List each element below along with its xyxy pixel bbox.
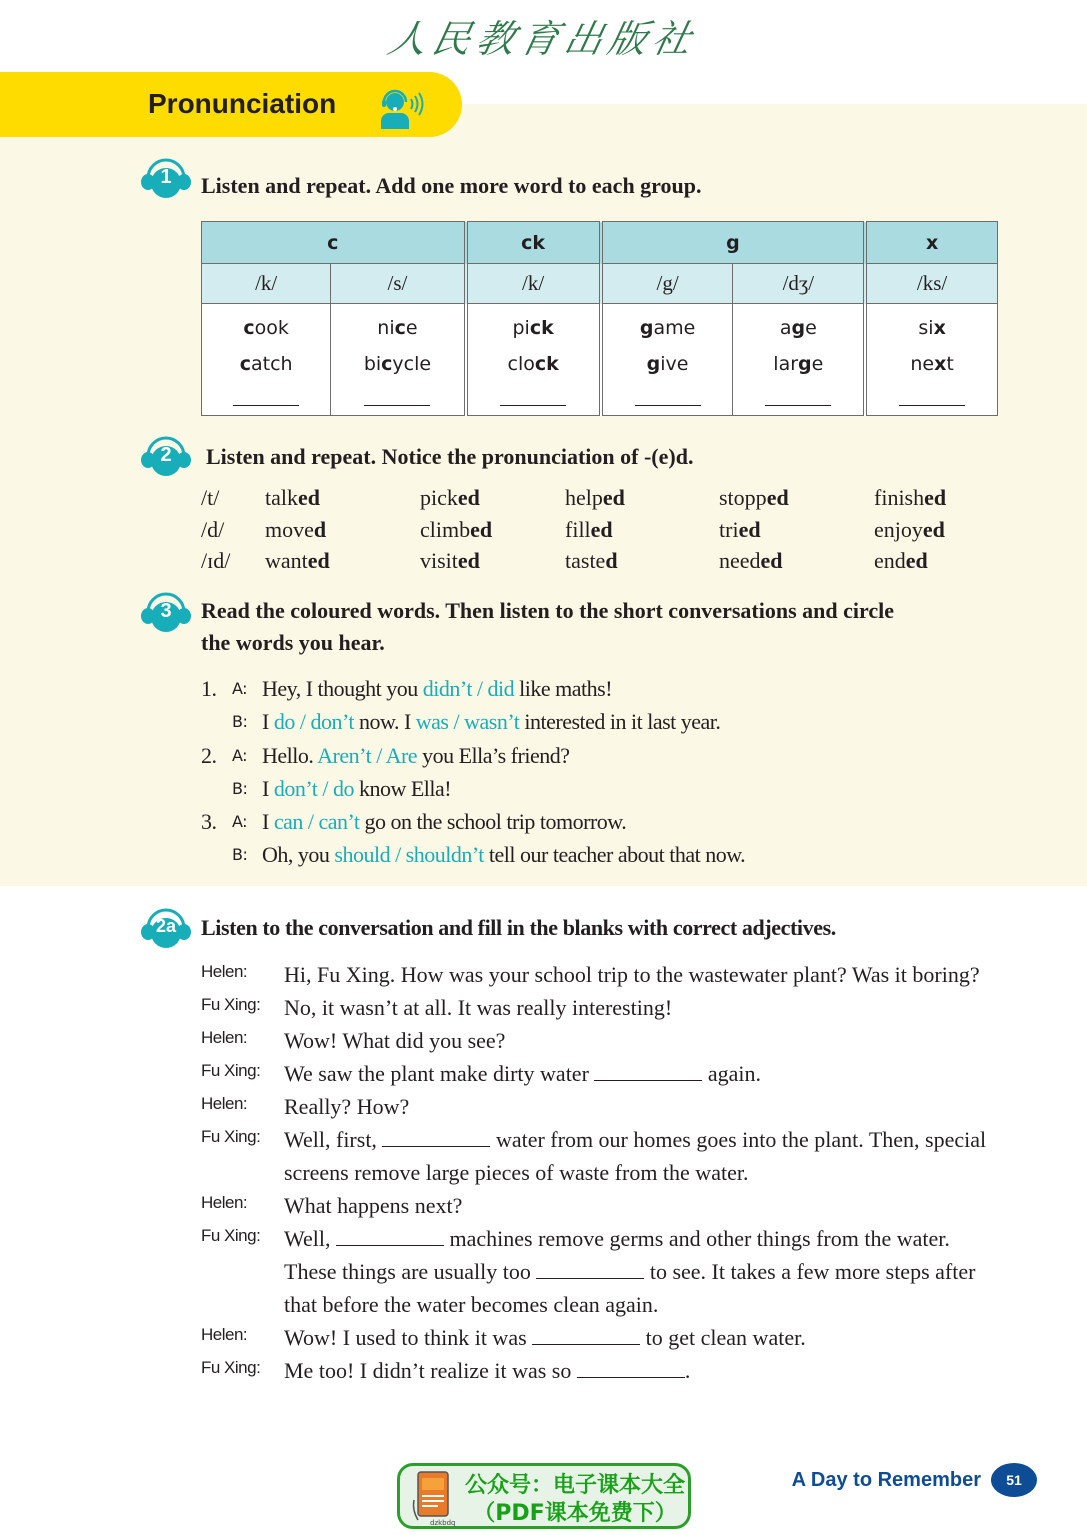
exercise-3-instruction-line1: Read the coloured words. Then listen to the short conversations and circle (201, 598, 894, 623)
word-cell (466, 304, 601, 416)
word-part: pi (512, 317, 530, 339)
example-word (603, 346, 733, 382)
sound-header: /ks/ (865, 264, 997, 304)
word-part: e (805, 317, 817, 339)
text: to see. It takes a few more steps after that before the water becomes clean again. (284, 1259, 976, 1317)
word-ending: ed (766, 485, 789, 510)
word-choice[interactable]: didn’t / did (422, 676, 515, 701)
highlighted-letters: c (394, 317, 406, 339)
exercise-number: 3 (160, 600, 172, 622)
word-part: ive (660, 353, 689, 375)
speaker-label: B: (232, 712, 248, 732)
example-word (468, 346, 599, 382)
text: I (262, 809, 274, 835)
exercise-2a-instruction: Listen to the conversation and fill in the blanks with correct adjectives. (201, 915, 836, 940)
highlighted-letters: ck (529, 317, 554, 339)
highlighted-letters: ck (534, 353, 559, 375)
text: I (262, 709, 274, 735)
text: now. I (353, 709, 416, 735)
ed-word (265, 514, 420, 546)
letter-header: ck (466, 222, 601, 264)
sound-header: /g/ (601, 264, 733, 304)
speaker-label: Fu Xing: (201, 1061, 261, 1080)
dialogue-line (201, 1123, 1001, 1189)
word-cell (733, 304, 865, 416)
word-stem: tri (719, 516, 739, 542)
conversation-line (201, 772, 745, 805)
letter-header: x (865, 222, 997, 264)
dialogue-line (201, 991, 1001, 1024)
word-part: si (918, 317, 934, 339)
text: Well, first, (284, 1127, 383, 1152)
ed-word (719, 482, 874, 514)
text: Hello. (262, 742, 318, 768)
conversation-line (201, 672, 745, 705)
ed-word (265, 545, 420, 577)
sound-label: /ɪd/ (201, 548, 231, 573)
speaker-label: Helen: (201, 962, 248, 981)
word-ending: ed (905, 548, 928, 573)
ed-word (420, 482, 565, 514)
word-choice[interactable]: can / can’t (273, 809, 360, 835)
dialogue-line (201, 1321, 1001, 1354)
conversation-line (201, 838, 745, 871)
word-part: atch (251, 353, 293, 375)
word-stem: talk (265, 485, 298, 510)
speaker-label: A: (232, 679, 248, 698)
word-part: a (779, 317, 792, 339)
ed-word (719, 545, 874, 577)
word-part: ne (910, 353, 935, 375)
text: We saw the plant make dirty water (284, 1061, 595, 1086)
letter-header: c (202, 222, 466, 264)
dialogue-text (284, 1123, 1001, 1189)
highlighted-letters: c (239, 353, 251, 375)
text: . (684, 1358, 691, 1383)
answer-blank[interactable] (765, 396, 831, 406)
example-word (733, 310, 863, 346)
ed-word (420, 545, 565, 577)
word-stem: help (565, 485, 603, 510)
word-ending: ed (738, 516, 761, 542)
word-choice[interactable]: don’t / do (273, 775, 354, 801)
page-number: 51 (991, 1463, 1037, 1497)
word-ending: ed (602, 485, 625, 510)
text: Wow! What did you see? (284, 1028, 506, 1053)
speaker-label: Helen: (201, 1325, 248, 1344)
unit-title: A Day to Remember (791, 1469, 981, 1491)
word-part: ame (653, 317, 696, 339)
word-ending: ed (922, 516, 945, 542)
exercise-number: 1 (160, 166, 172, 188)
highlighted-letters: c (243, 317, 255, 339)
text: Well, (284, 1226, 336, 1251)
sound-header: /k/ (202, 264, 331, 304)
dialogue-text (284, 958, 1001, 991)
word-stem: move (265, 516, 314, 542)
ed-row (201, 514, 1029, 546)
section-title: Pronunciation (148, 88, 337, 119)
ed-pronunciation-grid (201, 482, 1029, 577)
promo-line-1: 公众号：电子课本大全 (464, 1473, 685, 1498)
dialogue-text (284, 1057, 1001, 1090)
ed-word (565, 545, 719, 577)
word-ending: d (313, 516, 327, 542)
word-stem: want (265, 548, 308, 573)
speaker-label: Helen: (201, 1193, 248, 1212)
speaker-label: Fu Xing: (201, 1127, 261, 1146)
speaker-label: Helen: (201, 1028, 248, 1047)
answer-blank[interactable] (500, 396, 566, 406)
speaker-label: Fu Xing: (201, 1226, 261, 1245)
example-word (202, 346, 330, 382)
word-ending: ed (457, 548, 480, 573)
example-word (867, 310, 997, 346)
line-text (262, 705, 720, 738)
word-part: ni (377, 317, 395, 339)
word-stem: end (874, 548, 906, 573)
dialogue-line (201, 1024, 1001, 1057)
sound-header: /k/ (466, 264, 601, 304)
text: water from our homes goes into the plant. Then, special screens remove large pieces of waste from the water. (284, 1127, 987, 1185)
highlighted-letters: g (791, 317, 806, 339)
conversation-line (201, 739, 745, 772)
fill-in-blank[interactable] (577, 1358, 685, 1378)
answer-blank[interactable] (364, 396, 430, 406)
highlighted-letters: c (381, 353, 393, 375)
word-ending: ed (590, 516, 613, 542)
text: Wow! I used to think it was (284, 1325, 533, 1350)
example-word (733, 346, 863, 382)
line-text (262, 838, 745, 871)
conversation-line (201, 805, 745, 838)
text: No, it wasn’t at all. It was really interesting! (284, 995, 673, 1020)
word-part: e (405, 317, 418, 339)
dialogue-line (201, 958, 1001, 991)
word-part: lar (773, 353, 799, 375)
phonics-table (201, 221, 998, 416)
word-part: bi (363, 353, 382, 375)
speaker-label: A: (232, 745, 248, 765)
text: know Ella! (353, 775, 452, 801)
dialogue-text (284, 1090, 1001, 1123)
fill-in-blank[interactable] (532, 1325, 640, 1345)
example-word (867, 346, 997, 382)
word-ending: ed (457, 485, 480, 510)
word-ending: ed (760, 548, 783, 573)
short-conversations (201, 672, 745, 872)
ed-word (565, 482, 719, 514)
exercise-3-instruction-line2: the words you hear. (201, 630, 385, 655)
speaker-label: Fu Xing: (201, 995, 261, 1014)
word-cell (202, 304, 331, 416)
dialogue-text (284, 1222, 1001, 1321)
text: again. (702, 1061, 762, 1086)
speaker-label: A: (232, 812, 248, 832)
example-word (331, 346, 463, 382)
highlighted-letters: g (798, 353, 812, 375)
text: you Ella’s friend? (417, 742, 570, 768)
text: machines remove germs and other things from the water. These things are usually too (284, 1226, 950, 1284)
promo-line-2: （PDF课本免费下） (473, 1501, 677, 1526)
text: Really? How? (284, 1094, 410, 1119)
word-stem: taste (565, 548, 606, 573)
listening-headset-icon (373, 85, 429, 129)
word-part: ook (254, 317, 289, 339)
answer-blank[interactable] (233, 396, 299, 406)
speaker-label: Fu Xing: (201, 1358, 261, 1377)
dialogue-line (201, 1354, 1001, 1387)
ed-word (874, 514, 1029, 546)
word-stem: climb (420, 516, 471, 542)
letter-header: g (601, 222, 866, 264)
word-choice[interactable]: should / shouldn’t (334, 842, 484, 868)
fill-in-blank[interactable] (382, 1127, 490, 1147)
speaker-label: B: (232, 845, 248, 865)
line-text (262, 805, 626, 838)
word-ending: ed (298, 485, 320, 510)
fill-in-blank[interactable] (594, 1061, 702, 1081)
word-ending: ed (924, 485, 947, 510)
ed-row (201, 545, 1029, 577)
dialogue-text (284, 1321, 1001, 1354)
word-stem: fill (565, 516, 591, 542)
text: to get clean water. (640, 1325, 806, 1350)
text: interested in it last year. (519, 709, 721, 735)
fill-in-blank[interactable] (536, 1259, 644, 1279)
dialogue-line (201, 1090, 1001, 1123)
word-cell (865, 304, 997, 416)
dialogue-text (284, 1189, 1001, 1222)
word-part: e (811, 353, 824, 375)
promo-banner (397, 1463, 691, 1529)
word-ending: ed (307, 548, 330, 573)
example-word (468, 310, 599, 346)
word-stem: stopp (719, 485, 767, 510)
publisher-logo: 人民教育出版社 (384, 17, 702, 61)
text: Hi, Fu Xing. How was your school trip to the wastewater plant? Was it boring? (284, 962, 980, 987)
sound-label: /t/ (201, 485, 220, 510)
ed-word (265, 482, 420, 514)
promo-tiny-text: dzkbdq (430, 1519, 456, 1527)
dialogue-line (201, 1189, 1001, 1222)
ed-word (420, 514, 565, 546)
speaker-label: Helen: (201, 1094, 248, 1113)
item-number (201, 772, 232, 805)
textbook-tablet-icon (410, 1470, 454, 1524)
text: like maths! (514, 676, 613, 701)
text: go on the school trip tomorrow. (359, 809, 627, 835)
word-part: clo (507, 353, 535, 375)
text: tell our teacher about that now. (483, 842, 746, 868)
speaker-label: B: (232, 778, 248, 798)
ed-word (719, 514, 874, 546)
item-number (201, 705, 232, 738)
answer-blank[interactable] (635, 396, 701, 406)
word-part: ycle (392, 353, 432, 375)
word-stem: enjoy (874, 516, 923, 542)
word-cell (601, 304, 733, 416)
text: Hey, I thought you (262, 676, 423, 701)
dialogue-line (201, 1222, 1001, 1321)
line-text (262, 739, 569, 772)
ed-word (874, 545, 1029, 577)
word-part: t (946, 353, 954, 375)
word-stem: visit (420, 548, 458, 573)
ed-row (201, 482, 1029, 514)
word-ending: d (605, 548, 618, 573)
text: What happens next? (284, 1193, 463, 1218)
conversation-line (201, 705, 745, 738)
line-text (262, 772, 451, 805)
example-word (202, 310, 330, 346)
exercise-1-instruction: Listen and repeat. Add one more word to each group. (201, 173, 702, 198)
dialogue-text (284, 991, 1001, 1024)
line-text (262, 672, 612, 705)
sound-header: /s/ (331, 264, 466, 304)
dialogue (201, 958, 1001, 1387)
page-footer (792, 1463, 1037, 1497)
fill-in-blank[interactable] (336, 1226, 444, 1246)
word-stem: need (719, 548, 761, 573)
ed-word (874, 482, 1029, 514)
exercise-number: 2 (160, 444, 172, 466)
ed-word (565, 514, 719, 546)
sound-label: /d/ (201, 516, 225, 542)
example-word (603, 310, 733, 346)
word-choice[interactable]: Aren’t / Are (317, 742, 418, 768)
answer-blank[interactable] (899, 396, 965, 406)
word-ending: ed (470, 516, 493, 542)
dialogue-line (201, 1057, 1001, 1090)
highlighted-letters: x (933, 317, 946, 339)
item-number: 3. (201, 809, 217, 835)
item-number: 2. (201, 742, 217, 768)
text: Me too! I didn’t realize it was so (284, 1358, 577, 1383)
highlighted-letters: g (639, 317, 654, 339)
item-number: 1. (201, 676, 217, 701)
exercise-number: 2a (155, 916, 177, 936)
word-cell (331, 304, 466, 416)
word-choice[interactable]: was / wasn’t (415, 709, 520, 735)
text: I (262, 775, 274, 801)
dialogue-text (284, 1024, 1001, 1057)
word-stem: pick (420, 485, 458, 510)
highlighted-letters: x (934, 353, 947, 375)
example-word (331, 310, 463, 346)
text: Oh, you (262, 842, 335, 868)
highlighted-letters: g (646, 353, 661, 375)
sound-header: /dʒ/ (733, 264, 865, 304)
word-choice[interactable]: do / don’t (273, 709, 354, 735)
dialogue-text (284, 1354, 1001, 1387)
item-number (201, 838, 232, 871)
exercise-2-instruction: Listen and repeat. Notice the pronunciation of -(e)d. (206, 444, 694, 469)
word-stem: finish (874, 485, 925, 510)
